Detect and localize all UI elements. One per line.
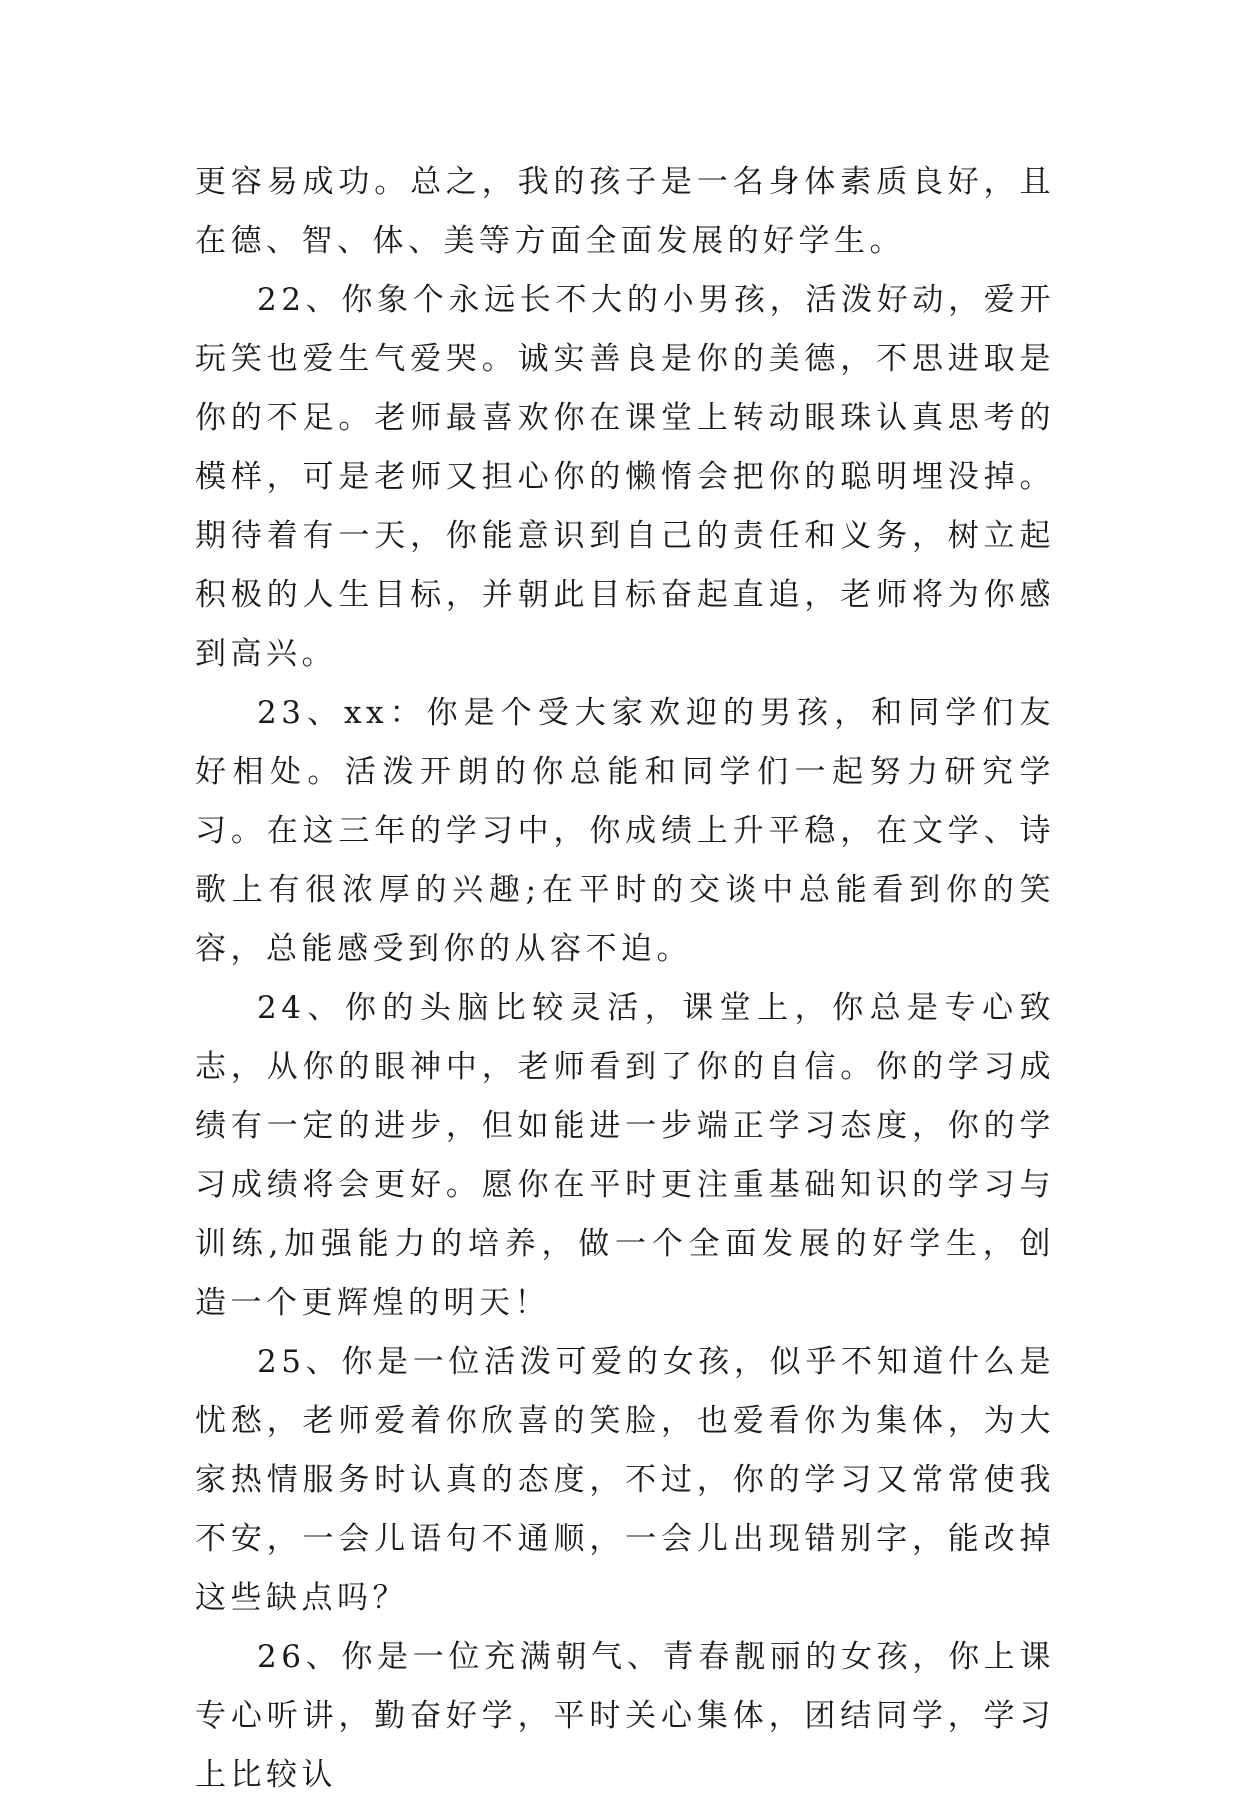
paragraph-26: 26、你是一位充满朝气、青春靓丽的女孩，你上课专心听讲，勤奋好学，平时关心集体，团结同学，学习上比较认 <box>195 1639 1055 1793</box>
paragraph-25: 25、你是一位活泼可爱的女孩，似乎不知道什么是忧愁，老师爱着你欣喜的笑脸，也爱看你为集体，为大家热情服务时认真的态度，不过，你的学习又常常使我不安，一会儿语句不通顺，一会儿出现错别字，能改掉这些缺点吗？ <box>195 1344 1055 1616</box>
paragraph-continuation: 更容易成功。总之，我的孩子是一名身体素质良好，且在德、智、体、美等方面全面发展的好学生。 <box>195 164 1055 259</box>
document-body <box>195 153 1055 1805</box>
paragraph-22: 22、你象个永远长不大的小男孩，活泼好动，爱开玩笑也爱生气爱哭。诚实善良是你的美德，不思进取是你的不足。老师最喜欢你在课堂上转动眼珠认真思考的模样，可是老师又担心你的懒惰会把你的聪明埋没掉。期待着有一天，你能意识到自己的责任和义务，树立起积极的人生目标，并朝此目标奋起直追，老师将为你感到高兴。 <box>195 282 1055 672</box>
paragraph-24: 24、你的头脑比较灵活，课堂上，你总是专心致志，从你的眼神中，老师看到了你的自信。你的学习成绩有一定的进步，但如能进一步端正学习态度，你的学习成绩将会更好。愿你在平时更注重基础知识的学习与训练,加强能力的培养，做一个全面发展的好学生，创造一个更辉煌的明天！ <box>195 990 1055 1321</box>
paragraph-23: 23、xx：你是个受大家欢迎的男孩，和同学们友好相处。活泼开朗的你总能和同学们一起努力研究学习。在这三年的学习中，你成绩上升平稳，在文学、诗歌上有很浓厚的兴趣;在平时的交谈中总能看到你的笑容，总能感受到你的从容不迫。 <box>195 695 1055 967</box>
